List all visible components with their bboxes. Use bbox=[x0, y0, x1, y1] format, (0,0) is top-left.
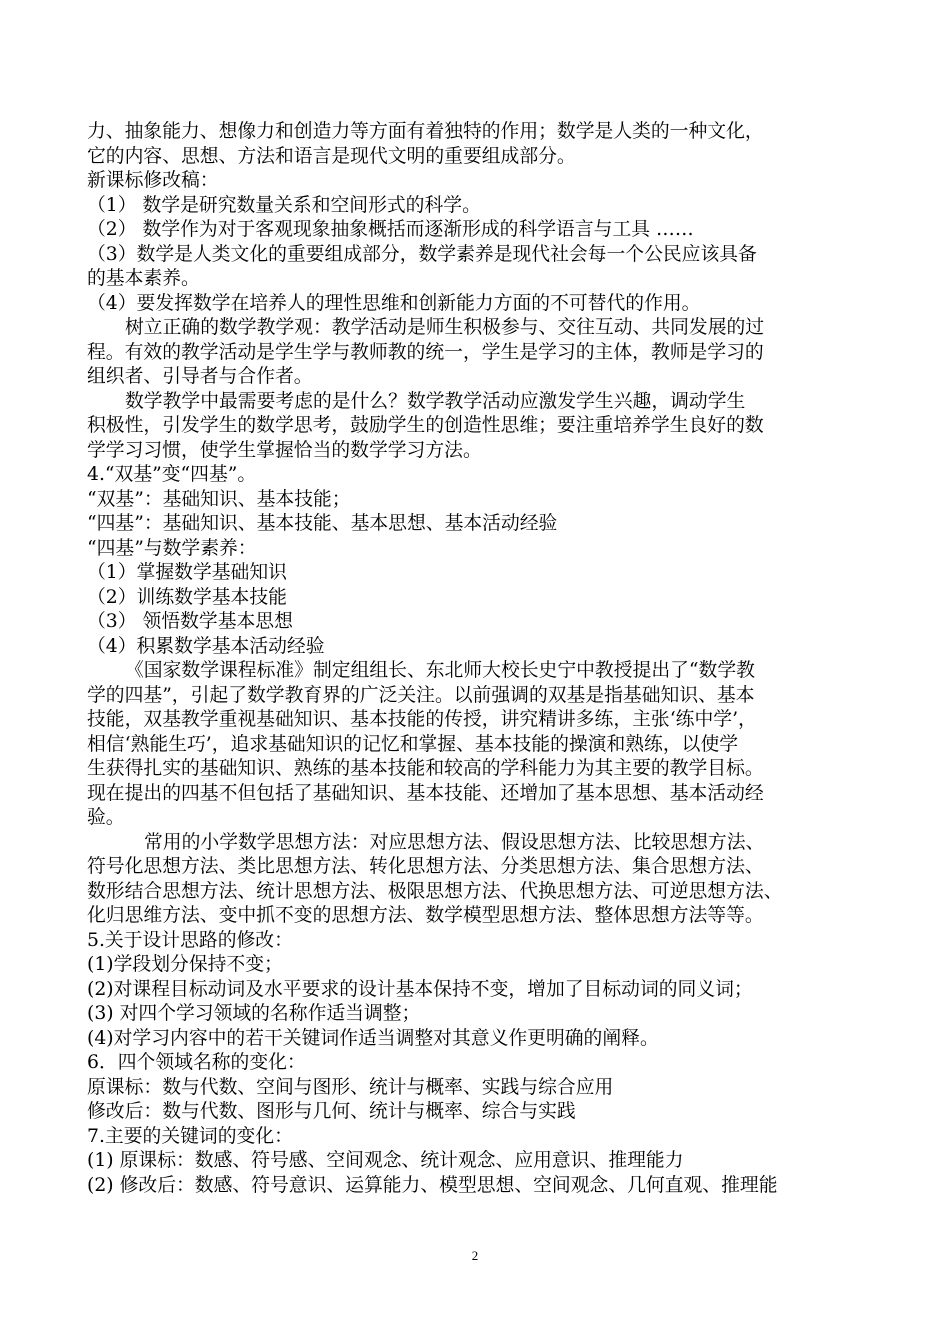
text-line: 修改后：数与代数、图形与几何、统计与概率、综合与实践 bbox=[87, 1101, 576, 1122]
text-line: 的基本素养。 bbox=[87, 268, 200, 289]
text-line: 符号化思想方法、类比思想方法、转化思想方法、分类思想方法、集合思想方法、 bbox=[87, 856, 764, 877]
text-line: 现在提出的四基不但包括了基础知识、基本技能、还增加了基本思想、基本活动经 bbox=[87, 782, 764, 804]
text-line: （3） 领悟数学基本思想 bbox=[87, 611, 293, 632]
text-line: 6．四个领域名称的变化： bbox=[87, 1052, 306, 1073]
text-line: 积极性，引发学生的数学思考，鼓励学生的创造性思维；要注重培养学生良好的数 bbox=[87, 415, 764, 436]
text-line: (4)对学习内容中的若干关键词作适当调整对其意义作更明确的阐释。 bbox=[87, 1027, 659, 1049]
text-line: （3）数学是人类文化的重要组成部分，数学素养是现代社会每一个公民应该具备 bbox=[87, 243, 757, 265]
text-line: (1)学段划分保持不变； bbox=[87, 954, 283, 975]
text-line: (3) 对四个学习领域的名称作适当调整； bbox=[87, 1003, 421, 1024]
text-line: “双基”：基础知识、基本技能； bbox=[87, 488, 351, 510]
text-line: 数形结合思想方法、统计思想方法、极限思想方法、代换思想方法、可逆思想方法、 bbox=[87, 880, 783, 902]
text-line: （1） 数学是研究数量关系和空间形式的科学。 bbox=[87, 194, 481, 216]
text-line: (1) 原课标：数感、符号感、空间观念、统计观念、应用意识、推理能力 bbox=[87, 1150, 684, 1171]
text-line: 技能，双基教学重视基础知识、基本技能的传授，讲究精讲多练，主张‘练中学’， bbox=[87, 709, 757, 730]
text-line: 5.关于设计思路的修改： bbox=[87, 929, 293, 951]
text-line: 化归思维方法、变中抓不变的思想方法、数学模型思想方法、整体思想方法等等。 bbox=[87, 905, 764, 926]
text-line: （2）训练数学基本技能 bbox=[87, 586, 287, 608]
text-line: 原课标：数与代数、空间与图形、统计与概率、实践与综合应用 bbox=[87, 1076, 614, 1098]
text-line: 7.主要的关键词的变化： bbox=[87, 1125, 293, 1147]
text-line: “四基”与数学素养： bbox=[87, 537, 257, 559]
text-line: （1）掌握数学基础知识 bbox=[87, 562, 287, 583]
text-line: 生获得扎实的基础知识、熟练的基本技能和较高的学科能力为其主要的教学目标。 bbox=[87, 758, 764, 779]
text-line: 力、抽象能力、想像力和创造力等方面有着独特的作用；数学是人类的一种文化， bbox=[87, 121, 764, 142]
text-line: 组织者、引导者与合作者。 bbox=[87, 366, 313, 387]
text-line: “四基”：基础知识、基本技能、基本思想、基本活动经验 bbox=[87, 513, 558, 534]
text-line: 验。 bbox=[87, 807, 125, 828]
page-number: 2 bbox=[471, 1248, 479, 1263]
text-line: 数学教学中最需要考虑的是什么？数学教学活动应激发学生兴趣，调动学生 bbox=[125, 390, 746, 412]
text-line: （2） 数学作为对于客观现象抽象概括而逐渐形成的科学语言与工具 …… bbox=[87, 219, 694, 240]
text-line: (2) 修改后：数感、符号意识、运算能力、模型思想、空间观念、几何直观、推理能 bbox=[87, 1174, 778, 1196]
text-line: 程。有效的教学活动是学生学与教师教的统一，学生是学习的主体，教师是学习的 bbox=[87, 341, 764, 363]
text-line: 《国家数学课程标准》制定组组长、东北师大校长史宁中教授提出了“数学教 bbox=[125, 660, 755, 681]
document-body bbox=[87, 120, 887, 1198]
text-line: (2)对课程目标动词及水平要求的设计基本保持不变，增加了目标动词的同义词； bbox=[87, 978, 753, 1000]
text-line: 相信‘熟能生巧’，追求基础知识的记忆和掌握、基本技能的操演和熟练，以使学 bbox=[87, 733, 739, 755]
text-line: 树立正确的数学教学观：教学活动是师生积极参与、交往互动、共同发展的过 bbox=[125, 317, 765, 338]
text-line: 学学习习惯，使学生掌握恰当的数学学习方法。 bbox=[87, 439, 482, 461]
text-line: 常用的小学数学思想方法：对应思想方法、假设思想方法、比较思想方法、 bbox=[144, 831, 765, 853]
text-line: 新课标修改稿： bbox=[87, 170, 219, 191]
text-line: （4）积累数学基本活动经验 bbox=[87, 635, 325, 657]
text-line: 4.“双基”变“四基”。 bbox=[87, 464, 257, 485]
text-line: 学的四基”，引起了数学教育界的广泛关注。以前强调的双基是指基础知识、基本 bbox=[87, 684, 755, 706]
text-line: （4）要发挥数学在培养人的理性思维和创新能力方面的不可替代的作用。 bbox=[87, 292, 701, 314]
text-line: 它的内容、思想、方法和语言是现代文明的重要组成部分。 bbox=[87, 145, 576, 167]
